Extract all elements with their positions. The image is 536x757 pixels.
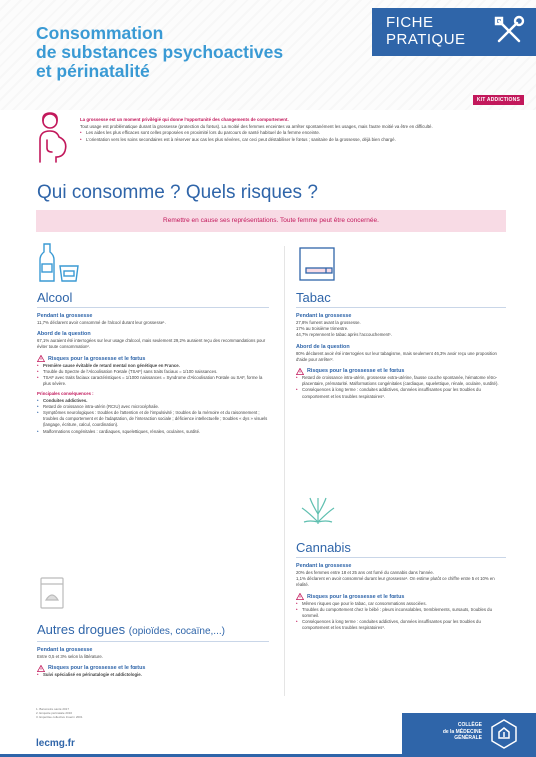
autres-title (37, 622, 269, 642)
alcool-risk-3: • TSAF avec traits faciaux caractéristiques = 1/1000 naissances = Syndrome d'Alcoolisation Fœtale ou SAF, forme la plus sévère. (37, 375, 269, 387)
tabac-section (296, 290, 506, 400)
cannabis-leaf-icon (298, 494, 338, 530)
tabac-abord-text: 80% déclarent avoir été interrogées sur leur tabagisme, mais seulement 46,3% avoir reçu une proposition d'aide pour arrêter². (296, 350, 497, 362)
drug-bag-icon (38, 576, 66, 610)
tabac-pendant-2: 17% au troisième trimestre. (296, 326, 349, 332)
alcool-conseq-2: • Retard de croissance intra-utérin (RCIU) avec microcéphalie. (37, 404, 269, 410)
warning-icon (296, 593, 304, 600)
alcohol-bottle-icon (38, 240, 82, 284)
badge-line-1: FICHE (386, 14, 434, 31)
footnotes (36, 707, 83, 719)
tabac-pendant-heading: Pendant la grossesse (296, 313, 352, 319)
alcool-abord-text: 67,1% auraient été interrogées sur leur usage d'alcool, mais seulement 29,2% auraient reçu des recommandations pour éviter toute consommation². (37, 338, 266, 350)
cannabis-pendant-heading: Pendant la grossesse (296, 563, 352, 569)
alcool-conseq-1: • Conduites addictives. (37, 398, 269, 404)
cannabis-title: Cannabis (296, 540, 506, 558)
autres-title-sub: (opioïdes, cocaïne,...) (128, 626, 225, 637)
alcool-pendant-heading: Pendant la grossesse (37, 313, 93, 319)
footnote-2: 2. Enquête périnatale 2016 (36, 711, 73, 715)
alcool-conseq-heading: Principales conséquences : (37, 391, 94, 397)
cannabis-risk-heading (296, 593, 506, 601)
tabac-abord-heading: Abord de la question (296, 343, 350, 350)
website-link[interactable]: lecmg.fr (36, 738, 75, 749)
column-divider (284, 246, 285, 696)
autres-pendant-heading: Pendant la grossesse (37, 647, 93, 653)
page-title (36, 24, 336, 81)
tabac-risk-1: • Retard de croissance intra-utérin, grossesse extra-utérine, fausse couche spontanée, hématome rétro-placentaire, prématurité. Malformations congénitales (cardiaque, squelettique, rénale, oculaire, surdité). (296, 375, 506, 387)
alcool-risk-1: • Première cause évitable de retard mental non génétique en France. (37, 363, 269, 369)
autres-section (37, 622, 269, 678)
tabac-title: Tabac (296, 290, 506, 308)
tabac-risk-label: Risques pour la grossesse et le fœtus (307, 368, 405, 375)
pregnant-woman-icon (32, 110, 72, 166)
cannabis-pendant-2: 1,1% déclarent en avoir consommé durant leur grossesse¹. On estime plutôt ce chiffre entre 5 et 10% en réalité. (296, 576, 495, 588)
cannabis-pendant-1: 20% des femmes entre 18 et 25 ans ont fumé du cannabis dans l'année. (296, 570, 434, 575)
alcool-abord-heading: Abord de la question (37, 331, 91, 338)
intro-text-1: Tout usage est problématique durant la grossesse (protection du fœtus). La moitié des femmes enceintes va arrêter spontanément les usages, mais l'autre moitié va être en difficulté. (80, 123, 433, 129)
tabac-pendant-1: 27,8% fument avant la grossesse. (296, 320, 361, 325)
alcool-risk-heading (37, 355, 269, 363)
alcool-conseq-3: • Symptômes neurologiques : troubles de l'attention et de l'impulsivité ; troubles de la mémoire et du raisonnement ; troubles du comportement et de l'adaptation, de l'interaction sociale ; déficience intellectuelle ; troubles « dys » visuels (langage, écriture, calcul, coordination). (37, 410, 269, 429)
fiche-pratique-badge (372, 8, 536, 56)
cmg-line-1: COLLÈGE (457, 722, 482, 728)
alcool-section (37, 290, 269, 435)
cigarette-pack-icon (298, 244, 338, 284)
tabac-risk-heading (296, 367, 506, 375)
autres-risk-heading (37, 664, 269, 672)
cmg-house-logo-icon (490, 718, 518, 750)
footnote-1: 1. Baromètre santé 2017 (36, 707, 70, 711)
cannabis-section (296, 540, 506, 632)
alcool-pendant-text: 11,7% déclarent avoir consommé de l'alcool durant leur grossesse¹. (37, 320, 166, 325)
intro-text (80, 117, 510, 143)
tabac-risk-2: • Conséquences à long terme : conduites addictives, données insuffisantes pour les troubles du comportement et les troubles respiratoires³. (296, 387, 506, 399)
tools-icon (492, 14, 526, 48)
cannabis-risk-1: • Mêmes risques que pour le tabac, car consommations associées. (296, 601, 506, 607)
intro-bullet-1: • Les aides les plus efficaces sont celles proposées en proximité lors du parcours de santé habituel de la femme enceinte. (80, 130, 510, 137)
alcool-risk-label: Risques pour la grossesse et le fœtus (48, 355, 146, 362)
warning-icon (296, 368, 304, 375)
warning-icon (37, 665, 45, 672)
autres-risk-label: Risques pour la grossesse et le fœtus (48, 665, 146, 672)
intro-lead: La grossesse est un moment privilégié qui donne l'opportunité des changements de comportement. (80, 117, 289, 122)
kit-addictions-tag: KIT ADDICTIONS (473, 95, 524, 105)
autres-risk-1: • Suivi spécialisé en périnatalogie et addictologie. (37, 672, 269, 678)
cmg-line-2: de la MÉDECINE (442, 728, 482, 735)
cmg-name (412, 722, 482, 742)
alcool-title: Alcool (37, 290, 269, 308)
title-line-2: de substances psychoactives (36, 42, 284, 62)
cannabis-risk-2: • Troubles du comportement chez le bébé : pleurs inconsolables, tremblements, sursauts, troubles du sommeil. (296, 607, 506, 619)
alcool-conseq-4: • Malformations congénitales : cardiaques, squelettiques, rénales, oculaires, surdité. (37, 429, 269, 435)
title-line-3: et périnatalité (36, 61, 150, 81)
footnote-3: 3. Expertise collective Inserm 2001 (36, 715, 83, 719)
title-line-1: Consommation (36, 23, 164, 43)
cannabis-risk-label: Risques pour la grossesse et le fœtus (307, 593, 405, 600)
alcool-risk-2: • Trouble du Spectre de l'Alcoolisation Fœtale (TSAF) sans traits faciaux = 1/100 naissances. (37, 369, 269, 375)
section-heading: Qui consomme ? Quels risques ? (37, 182, 318, 203)
section-banner: Remettre en cause ses représentations. Toute femme peut être concernée. (36, 210, 506, 232)
intro-bullet-2: • L'orientation vers les soins secondaires est à réserver aux cas les plus sévères, car ceci peut déstabiliser le fœtus ; sanitaire de la grossesse, déjà bien chargé. (80, 137, 510, 144)
cannabis-risk-3: • Conséquences à long terme : conduites addictives, données insuffisantes pour les troubles du comportement et les troubles respiratoires³. (296, 619, 506, 631)
autres-pendant-text: Entre 0,5 et 3% selon la littérature. (37, 654, 103, 659)
badge-line-2: PRATIQUE (386, 31, 466, 48)
warning-icon (37, 355, 45, 362)
autres-title-main: Autres drogues (37, 622, 126, 637)
tabac-pendant-3: 44,7% reprennent le tabac après l'accouchement¹. (296, 332, 392, 338)
cmg-line-3: GÉNÉRALE (454, 735, 482, 741)
